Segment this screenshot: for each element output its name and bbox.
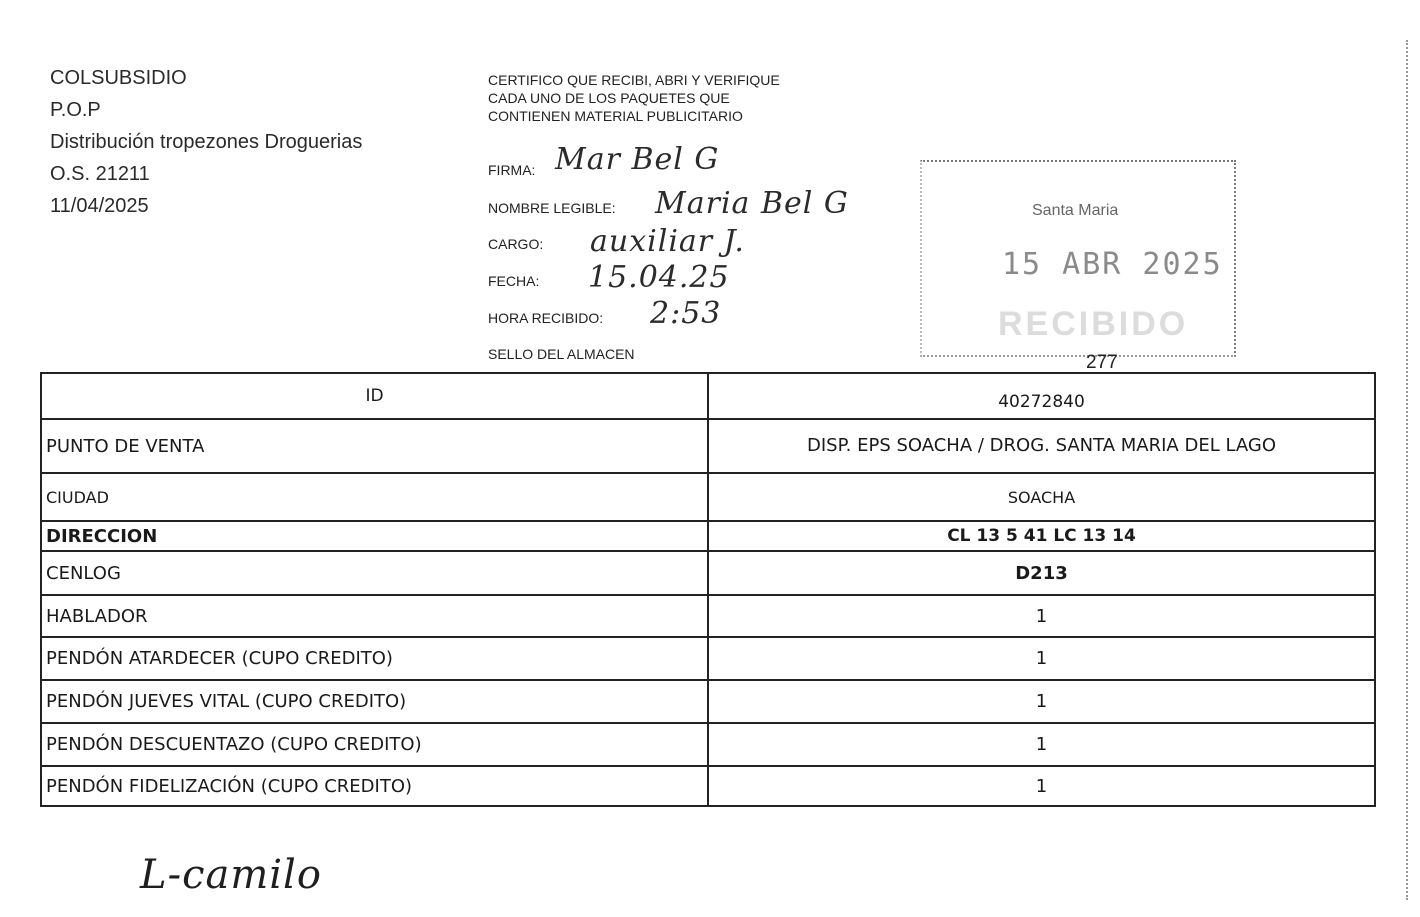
handwritten-hora: 2:53: [650, 296, 722, 331]
fecha-label: FECHA:: [488, 273, 540, 289]
handwritten-name: Maria Bel G: [655, 186, 849, 221]
row-label: PENDÓN JUEVES VITAL (CUPO CREDITO): [41, 680, 708, 723]
id-value: 40272840: [708, 373, 1375, 419]
sello-label: SELLO DEL ALMACEN: [488, 346, 635, 362]
row-label: HABLADOR: [41, 595, 708, 637]
table-row: [41, 680, 1375, 723]
row-value: 1: [708, 723, 1375, 766]
row-value: SOACHA: [708, 473, 1375, 521]
table-row: [41, 373, 1375, 419]
certificate-text: CERTIFICO QUE RECIBI, ABRI Y VERIFIQUE CADA UNO DE LOS PAQUETES QUE CONTIENEN MATERIAL PUBLICITARIO: [488, 72, 780, 124]
table-row: [41, 419, 1375, 473]
row-label: PENDÓN FIDELIZACIÓN (CUPO CREDITO): [41, 766, 708, 806]
row-label: PENDÓN ATARDECER (CUPO CREDITO): [41, 637, 708, 680]
row-label: PENDÓN DESCUENTAZO (CUPO CREDITO): [41, 723, 708, 766]
stamp-date: 15 ABR 2025: [1002, 247, 1223, 282]
table-row: [41, 595, 1375, 637]
table-row: [41, 766, 1375, 806]
row-label: CIUDAD: [41, 473, 708, 521]
table-row: [41, 473, 1375, 521]
order-number: O.S. 21211: [50, 163, 150, 185]
nombre-label: NOMBRE LEGIBLE:: [488, 200, 616, 216]
certificate-block: [488, 71, 798, 125]
row-value: 1: [708, 637, 1375, 680]
hora-label: HORA RECIBIDO:: [488, 310, 604, 326]
warehouse-stamp: [920, 160, 1236, 357]
row-value: CL 13 5 41 LC 13 14: [708, 521, 1375, 551]
company-name: COLSUBSIDIO: [50, 67, 187, 89]
scan-edge-divider: [1406, 40, 1408, 900]
row-label: CENLOG: [41, 551, 708, 595]
row-label: PUNTO DE VENTA: [41, 419, 708, 473]
document-header: [50, 62, 362, 222]
table-row: [41, 723, 1375, 766]
stamp-store: Santa Maria: [1032, 202, 1119, 219]
cargo-label: CARGO:: [488, 236, 544, 252]
row-value: 1: [708, 680, 1375, 723]
signature: Mar Bel G: [555, 142, 720, 177]
id-label: ID: [41, 373, 708, 419]
firma-label: FIRMA:: [488, 162, 536, 178]
stamp-status: RECIBIDO: [998, 305, 1189, 343]
handwritten-cargo: auxiliar J.: [590, 224, 745, 259]
page-number: 277: [1086, 352, 1118, 373]
table-row: [41, 637, 1375, 680]
distribution-title: Distribución tropezones Droguerias: [50, 131, 363, 153]
row-label: DIRECCION: [41, 521, 708, 551]
row-value: 1: [708, 766, 1375, 806]
row-value: D213: [708, 551, 1375, 595]
table-row: [41, 551, 1375, 595]
handwritten-note: L-camilo: [140, 852, 322, 898]
row-value: 1: [708, 595, 1375, 637]
handwritten-fecha: 15.04.25: [588, 260, 730, 295]
header-date: 11/04/2025: [50, 195, 149, 217]
department: P.O.P: [50, 99, 101, 121]
row-value: DISP. EPS SOACHA / DROG. SANTA MARIA DEL LAGO: [708, 419, 1375, 473]
table-row: [41, 521, 1375, 551]
delivery-table: [40, 372, 1376, 807]
